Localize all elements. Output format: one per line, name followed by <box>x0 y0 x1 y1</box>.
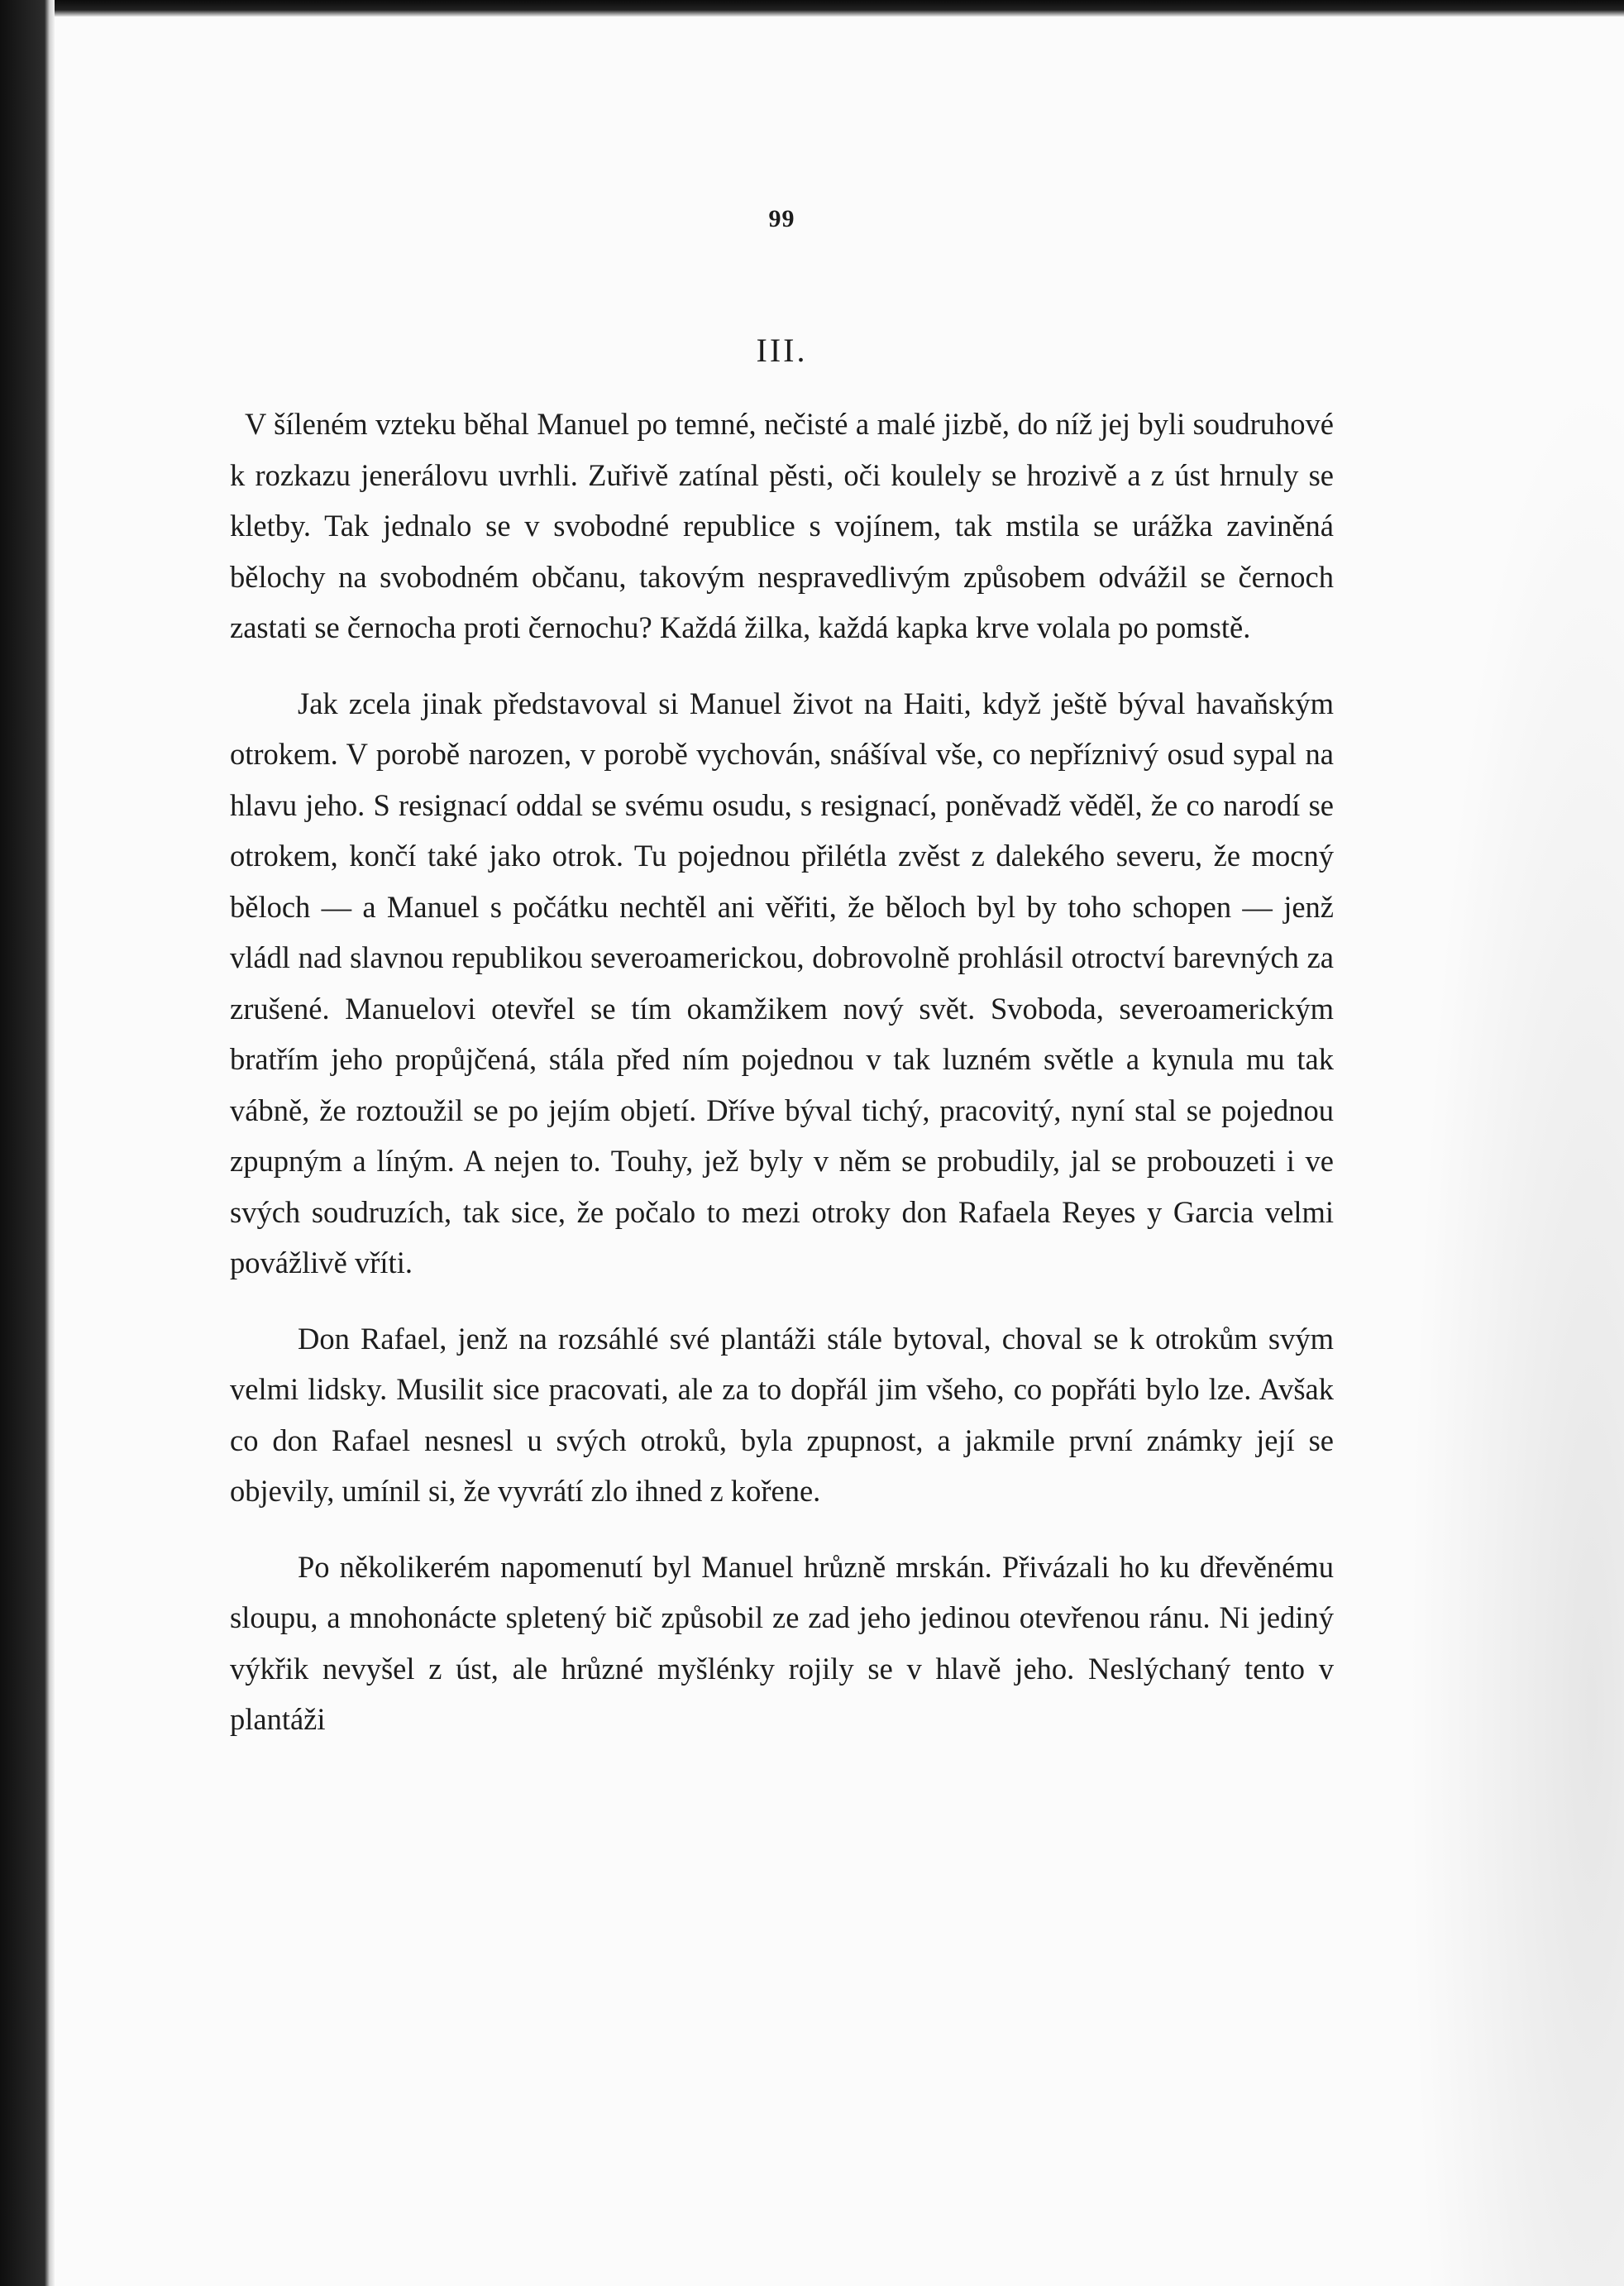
scan-top-edge <box>0 0 1624 17</box>
paragraph: Po několikerém napomenutí byl Manuel hrůzně mrskán. Přivázali ho ku dřevěnému sloupu, a mnohonácte spletený bič způsobil ze zad jeho jedinou otevřenou ránu. Ni jediný výkřik nevyšel z úst, ale hrůzné myšlénky rojily se v hlavě jeho. Neslýchaný tento v plantáži <box>230 1549 1334 1736</box>
page-number: 99 <box>768 205 795 232</box>
paper-stain <box>1409 372 1624 2286</box>
paragraph: V šíleném vzteku běhal Manuel po temné, nečisté a malé jizbě, do níž jej byli soudruhové k rozkazu jenerálovu uvrhli. Zuřivě zatínal pěsti, oči koulely se hrozivě a z úst hrnuly se kletby. Tak jednalo se v svobodné republice s vojínem, tak mstila se urážka zaviněná bělochy na svobodném občanu, takovým nespravedlivým způsobem odvážil se černoch zastati se černocha proti černochu? Každá žilka, každá kapka krve volala po pomstě. <box>230 407 1334 644</box>
paragraph: Jak zcela jinak představoval si Manuel život na Haiti, když ještě býval havaňským otrokem. V porobě narozen, v porobě vychován, snášíval vše, co nepříznivý osud sypal na hlavu jeho. S resignací oddal se svému osudu, s resignací, poněvadž věděl, že co narodí se otrokem, končí také jako otrok. Tu pojednou přilétla zvěst z dalekého severu, že mocný běloch — a Manuel s počátku nechtěl ani věřiti, že běloch byl by toho schopen — jenž vládl nad slavnou republikou severoamerickou, dobrovolně prohlásil otroctví barevných za zrušené. Manuelovi otevřel se tím okamžikem nový svět. Svoboda, severoamerickým bratřím jeho propůjčená, stála před ním pojednou v tak luzném světle a kynula mu tak vábně, že roztoužil se po jejím objetí. Dříve býval tichý, pracovitý, nyní stal se pojednou zpupným a líným. A nejen to. Touhy, jež byly v něm se probudily, jal se probouzeti i ve svých soudruzích, tak sice, že počalo to mezi otroky don Rafaela Reyes y Garcia velmi povážlivě vříti. <box>230 686 1334 1279</box>
body-text <box>230 399 1334 1770</box>
paragraph: Don Rafael, jenž na rozsáhlé své plantáži stále bytoval, choval se k otrokům svým velmi lidsky. Musilit sice pracovati, ale za to dopřál jim všeho, co popřáti bylo lze. Avšak co don Rafael nesnesl u svých otroků, byla zpupnost, a jakmile první známky její se objevily, umínil si, že vyvrátí zlo ihned z kořene. <box>230 1321 1334 1508</box>
scan-binding-edge <box>0 0 55 2286</box>
chapter-heading: III. <box>756 332 808 369</box>
